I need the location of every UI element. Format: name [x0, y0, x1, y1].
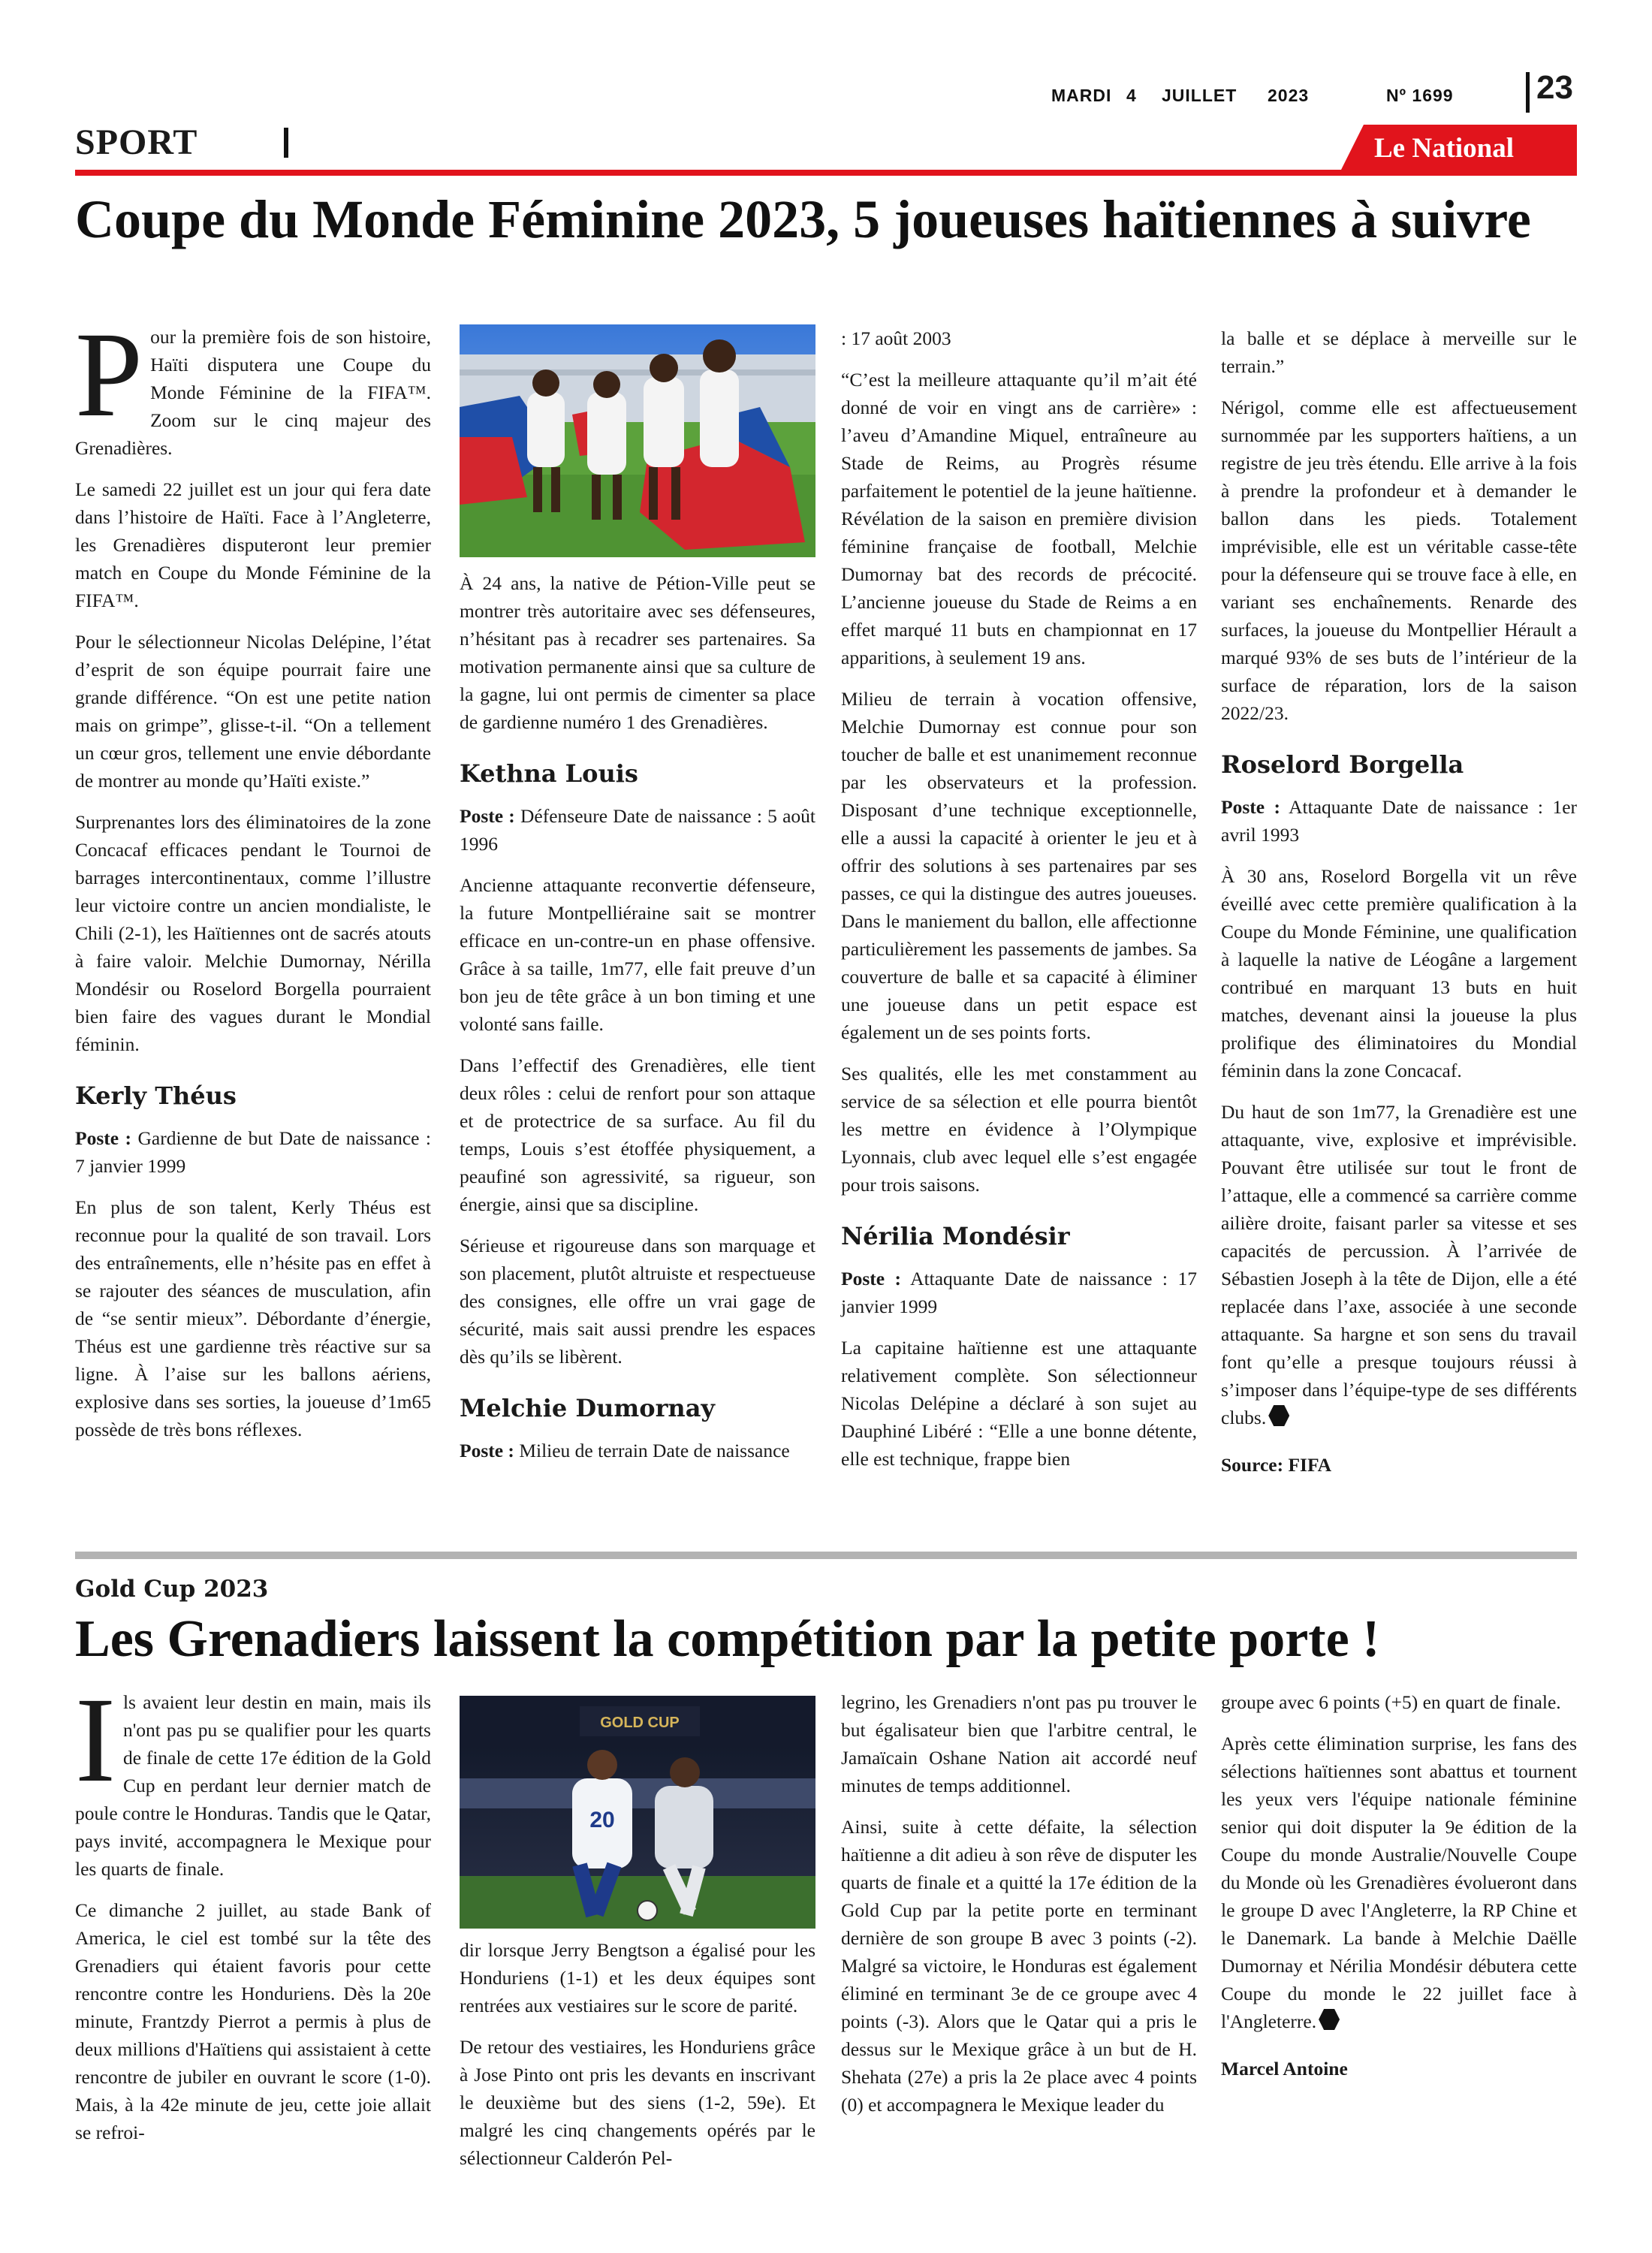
- page-number: 23: [1536, 69, 1573, 106]
- article1-column-2: [460, 569, 815, 1478]
- player-poste-melchie-cont: : 17 août 2003: [841, 327, 951, 349]
- player-heading-kerly: Kerly Théus: [75, 1081, 237, 1110]
- football-match-image: [460, 1696, 815, 1929]
- article2-kicker: Gold Cup 2023: [75, 1576, 269, 1603]
- article2-paragraph: Ils avaient leur destin en main, mais ils n'ont pas pu se qualifier pour les quarts de finale de cette 17e édition de la Gold Cup en perdant leur dernier match de poule contre le Honduras. Tandis que le Qatar, pays invité, accompagnera le Mexique pour les quarts de finale.: [75, 1673, 431, 1880]
- player-heading-roselord: Roselord Borgella: [1221, 750, 1464, 779]
- player-heading-melchie: Melchie Dumornay: [460, 1394, 716, 1422]
- page-number-divider: [1526, 72, 1530, 113]
- article1-paragraph: La capitaine haïtienne est une attaquante relativement complète. Son sélectionneur Nicolas Delépine a déclaré à son sujet au Dauphiné Libéré : “Elle a une bonne détente, elle est technique, frappe bien: [841, 1337, 1197, 1470]
- article1-paragraph: Ancienne attaquante reconvertie défenseure, la future Montpelliéraine sait se montrer efficace en un-contre-un en phase offensive. Grâce à sa taille, 1m77, elle fait preuve d’un bon jeu de tête grâce à un bon timing et une volonté sans faille.: [460, 874, 815, 1035]
- player-heading-nerilia: Nérilia Mondésir: [841, 1222, 1070, 1250]
- section-divider: [284, 128, 288, 158]
- header-issue: Nº 1699: [1386, 86, 1454, 105]
- header-day: MARDI: [1051, 86, 1112, 105]
- article1-photo: [460, 324, 815, 557]
- article2-paragraph: De retour des vestiaires, les Honduriens grâce à Jose Pinto ont pris les devants en inscrivant le deuxième but des siens (1-2, 59e). Et malgré les cinq changements opérés par le sélectionneur Calderón Pel-: [460, 2036, 815, 2169]
- header-date-num: 4: [1126, 86, 1137, 105]
- article1-paragraph: Ses qualités, elle les met constamment au service de sa sélection et elle pourra bientôt les mettre en évidence à l’Olympique Lyonnais, club avec lequel elle s’est engagée pour trois saisons.: [841, 1063, 1197, 1196]
- article1-paragraph: Dans l’effectif des Grenadières, elle tient deux rôles : celui de renfort pour son attaque et de protectrice de sa surface. Au fil du temps, Louis s’est étoffée physiquement, a peaufiné son agressivité, sa rigueur, son énergie, ainsi que sa discipline.: [460, 1054, 815, 1215]
- team-celebration-image: [460, 324, 815, 557]
- player-number: 20: [589, 1808, 615, 1832]
- header-rule: [75, 170, 1577, 176]
- article1-column-3: [841, 324, 1197, 1486]
- article1-paragraph: À 24 ans, la native de Pétion-Ville peut se montrer très autoritaire avec ses défenseures, n’hésitant pas à recadrer ses partenaires. Sa motivation permanente ainsi que sa culture de la gagne, lui ont permis de cimenter sa place de gardienne numéro 1 des Grenadières.: [460, 572, 815, 733]
- player-poste-kerly: Poste : Gardienne de but Date de naissance : 7 janvier 1999: [75, 1127, 432, 1177]
- article1-source: Source: FIFA: [1221, 1454, 1332, 1476]
- player-poste-roselord: Poste : Attaquante Date de naissance : 1er avril 1993: [1221, 796, 1578, 846]
- article1-paragraph: À 30 ans, Roselord Borgella vit un rêve éveillé avec cette première qualification à la Coupe du Monde Féminine, une qualification à laquelle la native de Léogâne a largement contribué en marquant 13 buts en huit matches, devenant ainsi la joueuse la plus prolifique des éliminatoires du Mondial féminin dans la zone Concacaf.: [1221, 865, 1577, 1081]
- player-heading-kethna: Kethna Louis: [460, 759, 638, 788]
- article1-paragraph: “C’est la meilleure attaquante qu’il m’ait été donné de voir en vingt ans de carrière» : l’aveu d’Amandine Miquel, entraîneure au Stade de Reims, au Progrès résume parfaitement le potentiel de la jeune haïtienne. Révélation de la saison en première division féminine française de football, Melchie Dumornay bat des records de précocité. L’ancienne joueuse du Stade de Reims a en effet marqué 11 buts en championnat en 17 apparitions, à seulement 19 ans.: [841, 369, 1197, 668]
- article2-column-4: [1221, 1688, 1577, 2096]
- article1-paragraph: Surprenantes lors des éliminatoires de la zone Concacaf efficaces pendant le Tournoi de barrages intercontinentaux, comme l’illustre leur victoire contre un ancien mondialiste, le Chili (2-1), les Haïtiennes ont de sacrés atouts à faire valoir. Melchie Dumornay, Nérilla Mondésir ou Roselord Borgella pourraient bien faire des vagues durant le Mondial féminin.: [75, 811, 431, 1055]
- brand-name: Le National: [1374, 133, 1515, 164]
- article1-column-1: [75, 308, 432, 1457]
- end-mark-icon: [1319, 2009, 1340, 2030]
- article2-author: Marcel Antoine: [1221, 2058, 1348, 2080]
- article2-dropcap: I: [75, 1673, 116, 1808]
- article1-paragraph: Sérieuse et rigoureuse dans son marquage et son placement, plutôt altruiste et respectueuse des consignes, elle offre un vrai gage de sécurité, mais sait aussi prendre les espaces dès qu’ils se libèrent.: [460, 1235, 815, 1368]
- article2-paragraph: legrino, les Grenadiers n'ont pas pu trouver le but égalisateur bien que l'arbitre central, le Jamaïcain Oshane Nation ait accordé neuf minutes de temps additionnel.: [841, 1691, 1197, 1796]
- article2-paragraph: dir lorsque Jerry Bengtson a égalisé pour les Honduriens (1-1) et les deux équipes sont rentrées aux vestiaires sur le score de parité.: [460, 1939, 815, 2016]
- header-year: 2023: [1268, 86, 1310, 105]
- article1-paragraph: Le samedi 22 juillet est un jour qui fera date dans l’histoire de Haïti. Face à l’Angleterre, les Grenadières disputeront leur premier match en Coupe du Monde Féminine de la FIFA™.: [75, 478, 431, 611]
- article2-column-1: [75, 1673, 431, 2160]
- article-divider: [75, 1552, 1577, 1559]
- article2-paragraph: groupe avec 6 points (+5) en quart de finale.: [1221, 1691, 1561, 1713]
- article1-paragraph: Du haut de son 1m77, la Grenadière est une attaquante, vive, explosive et imprévisible. Pouvant être utilisée sur tout le front de l’attaque, elle a commencé sa carrière comme ailière droite, faisant parler sa vitesse et ses capacités de percussion. À l’arrivée de Sébastien Joseph à la tête de Dijon, elle a été replacée dans l’axe, associée à une seconde attaquante. Sa hargne et son sens du travail font qu’elle a presque toujours réussi à s’imposer dans l’équipe-type de ses différents clubs.: [1221, 1101, 1577, 1428]
- article1-title: Coupe du Monde Féminine 2023, 5 joueuses haïtiennes à suivre: [75, 189, 1531, 249]
- article2-paragraph: Après cette élimination surprise, les fans des sélections haïtiennes sont abattus et tournent les yeux vers l'équipe nationale féminine senior qui doit disputer la 9e édition de la Coupe du monde Australie/Nouvelle Coupe du Monde où les Grenadières évolueront dans le groupe D avec l'Angleterre, la RP Chine et le Danemark. La bande à Melchie Daëlle Dumornay et Nérilia Mondésir débutera cette Coupe du monde le 22 juillet face à l'Angleterre.: [1221, 1733, 1577, 2032]
- article2-title: Les Grenadiers laissent la compétition par la petite porte !: [75, 1610, 1380, 1668]
- player-poste-kethna: Poste : Défenseure Date de naissance : 5 août 1996: [460, 805, 815, 855]
- article2-photo: [460, 1696, 815, 1929]
- article1-paragraph: la balle et se déplace à merveille sur le terrain.”: [1221, 327, 1577, 377]
- section-label: SPORT: [75, 122, 198, 162]
- player-poste-melchie: Poste : Milieu de terrain Date de naissance: [460, 1440, 790, 1461]
- end-mark-icon: [1268, 1405, 1289, 1426]
- article1-paragraph: Nérigol, comme elle est affectueusement surnommée par les supporters haïtiens, a un registre de jeu très étendu. Elle arrive à la fois à prendre la profondeur et à demander le ballon dans les pieds. Totalement imprévisible, elle est un véritable casse-tête pour la défenseure qui se trouve face à elle, en variant ses enchaînements. Renarde des surfaces, la joueuse du Montpellier Hérault a marqué 93% de ses buts de l’intérieur de la surface de réparation, lors de la saison 2022/23.: [1221, 397, 1577, 724]
- article2-column-2: [460, 1936, 815, 2185]
- article2-paragraph: Ainsi, suite à cette défaite, la sélection haïtienne a dit adieu à son rêve de disputer les quarts de finale et a quitté la 17e édition de la Gold Cup par la petite porte en terminant dernière de son groupe B avec 3 points (-2). Malgré sa victoire, le Honduras est également éliminé en terminant 3e de ce groupe avec 4 points (-3). Alors que le Qatar qui a pris le dessus sur le Mexique grâce à un but de H. Shehata (27e) a pris la 2e place avec 4 points (0) et accompagnera le Mexique leader du: [841, 1816, 1197, 2116]
- article2-column-3: [841, 1688, 1197, 2132]
- article1-paragraph: En plus de son talent, Kerly Théus est reconnue pour la qualité de son travail. Lors des entraînements, elle n’hésite pas en effet à se rajouter des séances de musculation, afin de “se sentir mieux”. Débordante d’énergie, Théus est une gardienne très réactive sur sa ligne. À l’aise sur les ballons aériens, explosive dans ses sorties, la joueuse d’1m65 possède de très bons réflexes.: [75, 1196, 431, 1440]
- article1-dropcap: P: [75, 308, 143, 442]
- article1-paragraph: Milieu de terrain à vocation offensive, Melchie Dumornay est connue pour son toucher de balle et est unanimement reconnue par les observateurs et la profession. Disposant d’une technique exceptionnelle, elle a aussi la capacité à orienter le jeu et à offrir des solutions à ses partenaires par ses passes, ce qui la distingue des autres joueuses. Dans le maniement du ballon, elle affectionne particulièrement les passements de jambes. Sa couverture de balle et sa capacité à éliminer une joueuse dans un petit espace est également un de ses points forts.: [841, 688, 1197, 1043]
- article2-paragraph: Ce dimanche 2 juillet, au stade Bank of America, le ciel est tombé sur la tête des Grenadiers qui étaient favoris pour cette rencontre contre les Honduriens. Dès la 20e minute, Frantzdy Pierrot a permis à plus de deux millions d'Haïtiens qui assistaient à cette rencontre de jubiler en ouvrant le score (1-0). Mais, à la 42e minute de jeu, cette joie allait se refroi-: [75, 1899, 431, 2143]
- player-poste-nerilia: Poste : Attaquante Date de naissance : 17 janvier 1999: [841, 1268, 1198, 1317]
- article1-intro: Pour la première fois de son histoire, Haïti disputera une Coupe du Monde Féminine de la FIFA™. Zoom sur le cinq majeur des Grenadières.: [75, 308, 431, 459]
- article1-paragraph: Pour le sélectionneur Nicolas Delépine, l’état d’esprit de son équipe pourrait faire une grande différence. “On est une petite nation mais on grimpe”, glisse-t-il. “On a tellement un cœur gros, tellement une envie débordante de montrer au monde qu’Haïti existe.”: [75, 631, 431, 792]
- gold-cup-logo: GOLD CUP: [600, 1715, 680, 1731]
- header-month: JUILLET: [1162, 86, 1237, 105]
- article1-column-4: [1221, 324, 1577, 1492]
